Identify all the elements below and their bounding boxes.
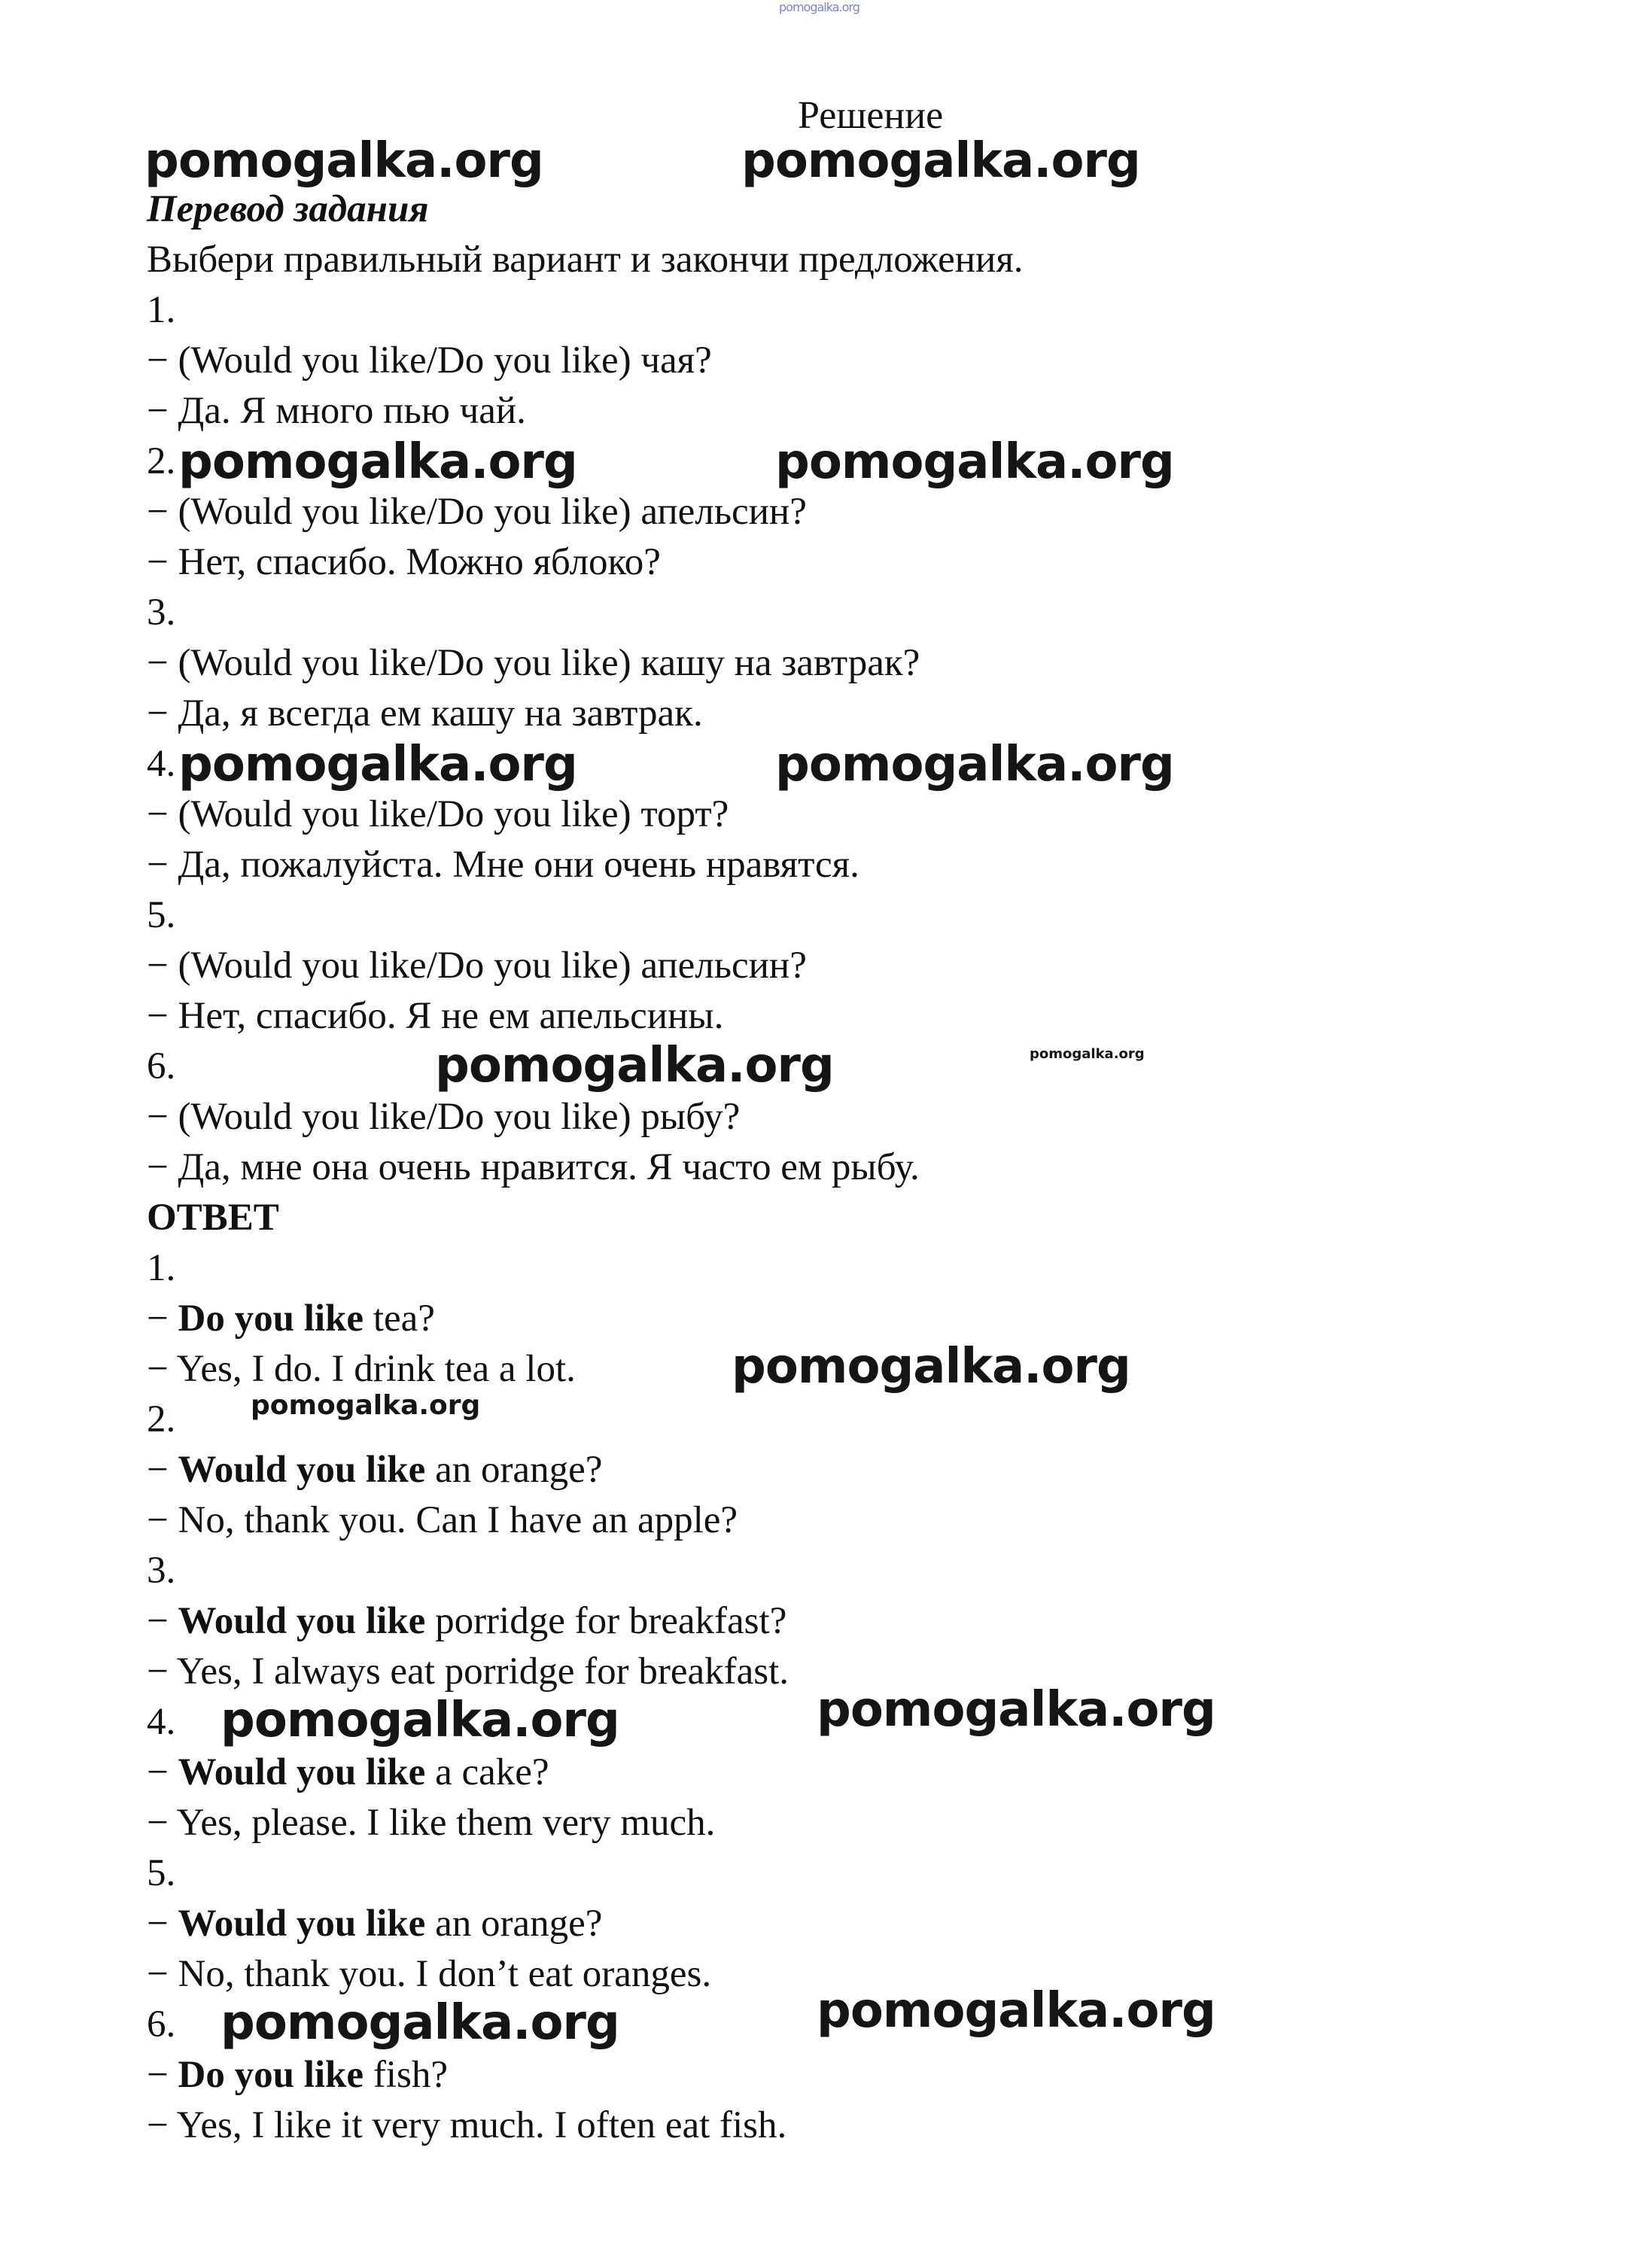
question-line [147, 2056, 448, 2094]
question-rest: tea? [364, 1297, 435, 1340]
item-number: 6. [147, 1045, 176, 1088]
item-number: 6. [147, 2003, 176, 2046]
question-line [147, 1451, 602, 1489]
watermark: pomogalka.org [178, 434, 577, 490]
question-line [147, 1297, 435, 1340]
question-rest: an orange? [425, 1449, 603, 1491]
question-rest: fish? [364, 2054, 448, 2096]
dash: − [147, 1903, 178, 1945]
dash: − [147, 1297, 178, 1340]
translation-heading: Перевод задания [147, 188, 429, 230]
item-number: 5. [147, 1852, 176, 1894]
answer-line: − Yes, please. I like them very much. [147, 1802, 716, 1844]
answer-line: − Yes, I like it very much. I often eat fish. [147, 2104, 787, 2146]
answer-line: − Да. Я много пью чай. [147, 390, 526, 432]
top-watermark: pomogalka.org [779, 0, 859, 14]
question-line: − (Would you like/Do you like) торт? [147, 793, 729, 835]
answer-heading: ОТВЕТ [147, 1197, 279, 1239]
answer-line: − Да, я всегда ем кашу на завтрак. [147, 692, 703, 735]
question-rest: a cake? [425, 1751, 549, 1793]
item-number: 4. [147, 743, 176, 785]
question-line [147, 1905, 602, 1943]
item-number: 2. [147, 440, 176, 482]
watermark: pomogalka.org [817, 1682, 1215, 1738]
item-number: 4. [147, 1701, 176, 1743]
answer-line: − No, thank you. I don’t eat oranges. [147, 1953, 712, 1995]
watermark: pomogalka.org [817, 1983, 1215, 2039]
question-rest: an orange? [425, 1903, 603, 1945]
item-number: 1. [147, 1247, 176, 1289]
watermark: pomogalka.org [251, 1390, 481, 1421]
answer-phrase: Would you like [178, 1600, 426, 1642]
answer-line: − Да, мне она очень нравится. Я часто ем рыбу. [147, 1146, 920, 1188]
answer-phrase: Do you like [178, 2054, 364, 2096]
item-number: 1. [147, 289, 176, 331]
question-line [147, 1602, 786, 1641]
item-number: 3. [147, 592, 176, 634]
watermark: pomogalka.org [178, 737, 577, 792]
watermark: pomogalka.org [741, 133, 1140, 189]
dash: − [147, 1449, 178, 1491]
watermark: pomogalka.org [221, 1995, 619, 2051]
answer-line: − Yes, I always eat porridge for breakfast. [147, 1650, 789, 1693]
page-title: Решение [798, 94, 944, 137]
answer-phrase: Do you like [178, 1297, 364, 1340]
watermark: pomogalka.org [221, 1693, 619, 1748]
question-line: − (Would you like/Do you like) апельсин? [147, 945, 807, 987]
item-number: 3. [147, 1550, 176, 1592]
answer-phrase: Would you like [178, 1449, 426, 1491]
watermark: pomogalka.org [775, 434, 1174, 490]
watermark: pomogalka.org [435, 1038, 834, 1094]
item-number: 5. [147, 894, 176, 936]
watermark: pomogalka.org [1030, 1046, 1145, 1062]
item-number: 2. [147, 1398, 176, 1440]
question-rest: porridge for breakfast? [425, 1600, 787, 1642]
answer-phrase: Would you like [178, 1751, 426, 1793]
answer-line: − No, thank you. Can I have an apple? [147, 1499, 738, 1541]
answer-line: − Нет, спасибо. Можно яблоко? [147, 541, 661, 583]
question-line: − (Would you like/Do you like) апельсин? [147, 491, 807, 533]
instruction: Выбери правильный вариант и закончи предложения. [147, 239, 1024, 281]
question-line: − (Would you like/Do you like) чая? [147, 339, 712, 382]
watermark: pomogalka.org [775, 737, 1174, 792]
watermark: pomogalka.org [145, 133, 543, 189]
question-line [147, 1751, 549, 1793]
dash: − [147, 1600, 178, 1642]
question-line: − (Would you like/Do you like) кашу на завтрак? [147, 642, 920, 684]
watermark: pomogalka.org [732, 1339, 1130, 1395]
dash: − [147, 1751, 178, 1793]
answer-line: − Нет, спасибо. Я не ем апельсины. [147, 995, 724, 1037]
answer-phrase: Would you like [178, 1903, 426, 1945]
answer-line: − Да, пожалуйста. Мне они очень нравятся. [147, 844, 859, 886]
question-line: − (Would you like/Do you like) рыбу? [147, 1096, 741, 1138]
answer-line: − Yes, I do. I drink tea a lot. [147, 1348, 576, 1390]
dash: − [147, 2054, 178, 2096]
